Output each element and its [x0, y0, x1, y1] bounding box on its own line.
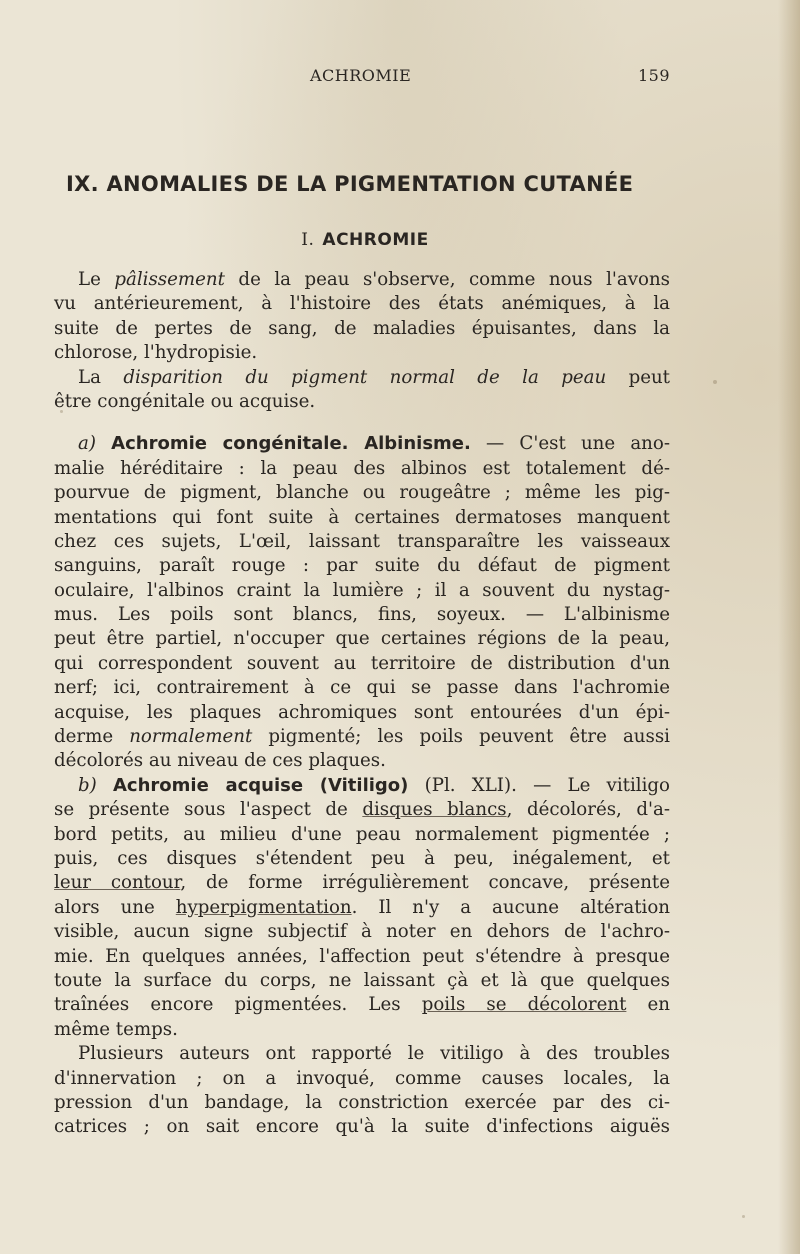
- text-line: même temps.: [54, 1018, 178, 1040]
- italic-term: normalement: [129, 726, 253, 748]
- run-in-heading: Achromie congénitale. Albinisme.: [111, 433, 471, 455]
- underlined-text: hyperpigmentation: [175, 896, 352, 918]
- text-span: en: [626, 994, 670, 1016]
- paragraph: [54, 366, 670, 415]
- text-line: chez ces sujets, L'œil, laissant transparaître les vaisseaux: [54, 530, 670, 552]
- text-line: mus. Les poils sont blancs, fins, soyeux. — L'albinisme: [54, 604, 670, 626]
- text-line: visible, aucun signe subjectif à noter en dehors de l'achro-: [54, 921, 670, 943]
- text-span: , décolorés, d'a-: [506, 799, 670, 821]
- text-line: oculaire, l'albinos craint la lumière ; il a souvent du nystag-: [54, 579, 670, 601]
- text-line: mie. En quelques années, l'affection peut s'étendre à presque: [54, 945, 670, 967]
- text-line: pression d'un bandage, la constriction exercée par des ci-: [54, 1091, 670, 1113]
- text-line: pourvue de pigment, blanche ou rougeâtre ; même les pig-: [54, 482, 670, 504]
- text-span: de la peau s'observe, comme nous l'avons: [224, 269, 670, 290]
- text-line: être congénitale ou acquise.: [54, 390, 316, 412]
- text-span: alors une: [54, 896, 176, 918]
- section-number: I.: [301, 230, 315, 250]
- text-span: pigmenté; les poils peuvent être aussi: [252, 726, 670, 748]
- text-line: [54, 774, 670, 798]
- page-number: 159: [637, 66, 670, 85]
- text-span: peut: [606, 366, 670, 388]
- text-line: vu antérieurement, à l'histoire des états anémiques, à la: [54, 293, 670, 315]
- list-marker: b): [78, 774, 97, 796]
- text-line: qui correspondent souvent au territoire de distribution d'un: [54, 652, 670, 674]
- paper-speck: [713, 380, 717, 384]
- text-line: bord petits, au milieu d'une peau normalement pigmentée ;: [54, 823, 670, 845]
- text-line: peut être partiel, n'occuper que certaines régions de la peau,: [54, 628, 670, 650]
- text-line: mentations qui font suite à certaines dermatoses manquent: [54, 506, 670, 528]
- underlined-text: poils se décolorent: [421, 994, 627, 1016]
- underlined-text: leur contour: [54, 872, 181, 894]
- page-edge-shadow: [778, 0, 800, 1254]
- text-line: [54, 366, 670, 390]
- text-line: acquise, les plaques achromiques sont entourées d'un épi-: [54, 701, 670, 723]
- running-header: [310, 66, 670, 90]
- text-line: [54, 896, 670, 920]
- text-line: [54, 268, 670, 292]
- italic-term: disparition du pigment normal de la peau: [123, 366, 607, 388]
- text-line: [54, 798, 670, 822]
- text-span: . Il n'y a aucune altération: [351, 896, 671, 918]
- section-title-text: ACHROMIE: [322, 230, 429, 250]
- text-line: nerf; ici, contrairement à ce qui se passe dans l'achromie: [54, 677, 670, 699]
- text-span: La: [78, 366, 124, 388]
- text-line: [54, 871, 670, 895]
- text-span: Le: [78, 269, 115, 290]
- text-line: [54, 725, 670, 749]
- text-line: décolorés au niveau de ces plaques.: [54, 750, 386, 772]
- paper-speck: [742, 1215, 745, 1218]
- text-line: [54, 432, 670, 456]
- text-line: malie héréditaire : la peau des albinos est totalement dé-: [54, 457, 670, 479]
- section-title: [0, 230, 730, 250]
- text-line: Plusieurs auteurs ont rapporté le vitiligo à des troubles: [78, 1043, 670, 1065]
- text-line: catrices ; on sait encore qu'à la suite d'infections aiguës: [54, 1116, 670, 1138]
- text-line: suite de pertes de sang, de maladies épuisantes, dans la: [54, 317, 670, 339]
- text-span: traînées encore pigmentées. Les: [54, 994, 422, 1016]
- paragraph: [54, 774, 670, 1042]
- run-in-heading: Achromie acquise (Vitiligo): [112, 774, 409, 796]
- underlined-text: disques blancs: [362, 799, 507, 821]
- text-line: puis, ces disques s'étendent peu à peu, inégalement, et: [54, 847, 670, 869]
- text-span: (Pl. XLI). — Le vitiligo: [408, 774, 670, 796]
- text-line: toute la surface du corps, ne laissant çà et là que quelques: [54, 969, 670, 991]
- italic-term: pâlissement: [114, 269, 225, 290]
- list-marker: a): [78, 433, 96, 455]
- text-line: sanguins, paraît rouge : par suite du défaut de pigment: [54, 555, 670, 577]
- paper-speck: [60, 410, 63, 413]
- paragraph-gap: [54, 414, 670, 432]
- text-line: [54, 993, 670, 1017]
- text-span: , de forme irrégulièrement concave, présente: [180, 872, 670, 894]
- text-span: se présente sous l'aspect de: [54, 799, 363, 821]
- text-line: chlorose, l'hydropisie.: [54, 342, 258, 364]
- text-line: d'innervation ; on a invoqué, comme causes locales, la: [54, 1067, 670, 1089]
- text-span: — C'est une ano-: [470, 433, 670, 455]
- paragraph: [54, 268, 670, 366]
- text-span: derme: [54, 726, 130, 748]
- running-header-title: ACHROMIE: [310, 66, 412, 85]
- body-text: [54, 268, 670, 1140]
- paragraph: [54, 432, 670, 773]
- chapter-title: IX. ANOMALIES DE LA PIGMENTATION CUTANÉE: [66, 172, 634, 196]
- paragraph: [54, 1042, 670, 1140]
